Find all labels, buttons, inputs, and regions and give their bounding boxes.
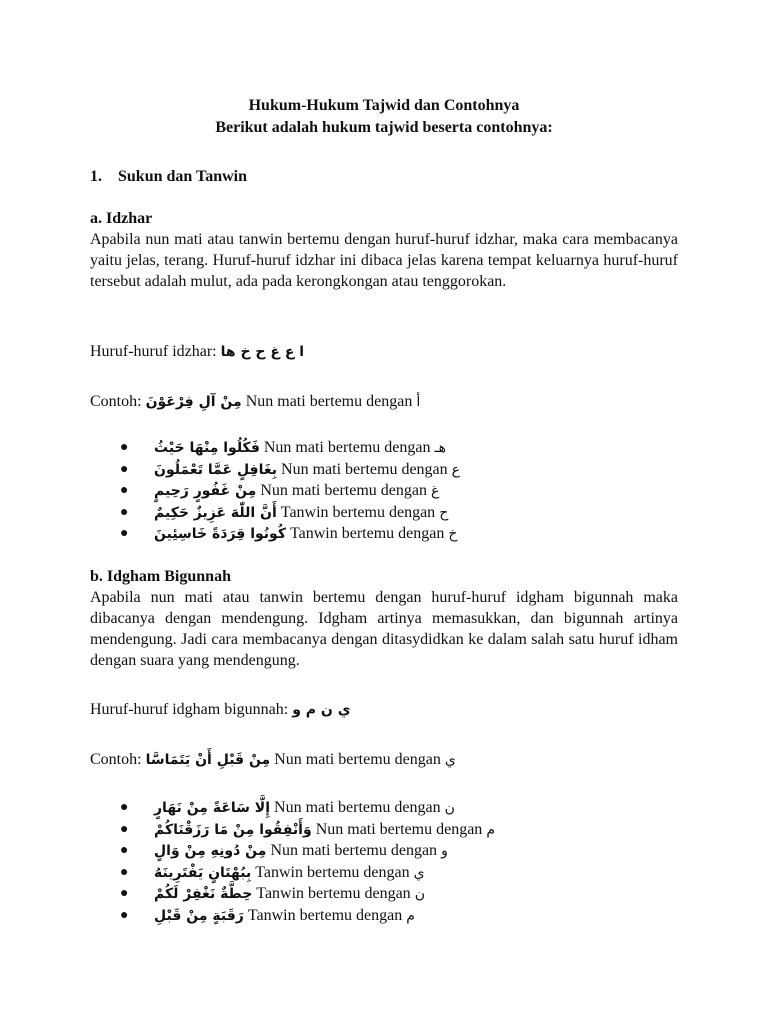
example-text: Tanwin bertemu dengan — [280, 503, 436, 521]
idgham-letters-line — [90, 699, 351, 721]
bullet-icon: ● — [120, 864, 129, 880]
idzhar-letters: ا ع غ ح خ ها — [220, 344, 305, 360]
idgham-examples-list — [120, 797, 495, 926]
example-text: Nun mati bertemu dengan — [263, 439, 431, 456]
example-text: Tanwin bertemu dengan — [289, 525, 445, 542]
example-text: Nun mati bertemu dengan — [270, 842, 438, 859]
document-title: Hukum-Hukum Tajwid dan Contohnya — [248, 97, 520, 114]
idzhar-heading: a. Idzhar — [90, 210, 153, 227]
example-text: Tanwin bertemu dengan — [255, 863, 410, 881]
example-text: Nun mati bertemu dengan — [274, 799, 441, 816]
example-text: Nun mati bertemu dengan — [260, 482, 427, 499]
bullet-icon: ● — [120, 886, 129, 901]
example-arabic: مِنْ غَفُورٍ رَحِيمٍ — [154, 483, 257, 499]
list-item — [120, 437, 460, 459]
idzhar-example-label: Contoh: — [90, 393, 142, 410]
idgham-example-arabic: مِنْ قَبْلِ أَنْ يَتَمَاسَّا — [145, 752, 271, 768]
idgham-example-text: Nun mati bertemu dengan — [274, 751, 441, 768]
list-item — [120, 905, 495, 927]
example-text: Nun mati bertemu dengan — [281, 460, 448, 478]
example-letter: خ — [448, 526, 458, 542]
example-letter: ن — [414, 886, 425, 902]
idzhar-example-arabic: مِنْ آلِ فِرْعَوْنَ — [145, 394, 242, 410]
example-arabic: وَأَنْفِقُوا مِنْ مَا رَزَقْنَاكُمْ — [154, 821, 312, 838]
list-item — [120, 523, 460, 545]
list-item — [120, 459, 460, 481]
example-letter: ع — [451, 461, 461, 478]
example-letter: و — [441, 843, 448, 859]
example-letter: م — [406, 907, 415, 924]
idzhar-example-line — [90, 391, 420, 413]
bullet-icon: ● — [120, 504, 129, 520]
bullet-icon: ● — [120, 907, 129, 923]
example-arabic: حِطَّةٌ نَغْفِرْ لَكُمْ — [154, 886, 253, 902]
idgham-letters-label: Huruf-huruf idgham bigunnah: — [90, 701, 289, 718]
idgham-example-label: Contoh: — [90, 751, 142, 768]
list-item — [120, 797, 495, 819]
idzhar-letters-line — [90, 341, 304, 363]
idzhar-letters-label: Huruf-huruf idzhar: — [90, 343, 217, 360]
bullet-icon: ● — [120, 461, 129, 477]
idgham-letters: ي ن م و — [292, 702, 351, 718]
idzhar-examples-list — [120, 437, 460, 545]
example-arabic: بِبُهْتَانٍ يَفْتَرِينَهُ — [154, 864, 252, 881]
example-letter: هـ — [434, 440, 446, 456]
example-letter: ح — [439, 504, 449, 521]
bullet-icon: ● — [120, 440, 129, 455]
bullet-icon: ● — [120, 483, 129, 498]
example-arabic: رَقَبَةٍ مِنْ قَبْلِ — [154, 907, 244, 924]
idgham-example-line — [90, 749, 456, 771]
idgham-heading: b. Idgham Bigunnah — [90, 568, 231, 585]
list-item — [120, 819, 495, 841]
idzhar-paragraph: Apabila nun mati atau tanwin bertemu dengan huruf-huruf idzhar, maka cara membacanya yaitu jelas, terang. Huruf-huruf idzhar ini dibaca jelas karena tempat keluarnya huruf-huruf tersebut adalah mulut, ada pada kerongkongan atau tenggorokan. — [90, 231, 678, 290]
example-arabic: فَكُلُوا مِنْهَا حَيْثُ — [154, 440, 260, 456]
example-letter: ن — [444, 800, 455, 816]
bullet-icon: ● — [120, 821, 129, 837]
list-item — [120, 862, 495, 884]
list-item — [120, 840, 495, 862]
section-heading: Sukun dan Tanwin — [118, 168, 247, 185]
document-subtitle: Berikut adalah hukum tajwid beserta contohnya: — [215, 119, 553, 136]
example-arabic: بِغَافِلٍ عَمَّا تَعْمَلُونَ — [154, 461, 278, 478]
example-arabic: أَنَّ اللّٰهَ عَزِيزٌ حَكِيمٌ — [154, 504, 277, 521]
list-item — [120, 480, 460, 502]
idgham-example-letter: ي — [444, 752, 456, 768]
example-letter: ي — [413, 864, 425, 881]
bullet-icon: ● — [120, 800, 129, 815]
example-arabic: إِلَّا سَاعَةً مِنْ نَهَارٍ — [154, 800, 271, 816]
idzhar-example-text: Nun mati bertemu dengan — [245, 393, 413, 410]
idgham-paragraph: Apabila nun mati atau tanwin bertemu dengan huruf-huruf idgham bigunnah maka dibacanya dengan mendengung. Idgham artinya memasukkan, dan bigunnah artinya mendengung. Jadi cara membacanya dengan ditasydidkan ke dalam salah satu huruf idham dengan suara yang mendengung. — [90, 589, 678, 669]
bullet-icon: ● — [120, 843, 129, 858]
example-arabic: كُونُوا قِرَدَةً خَاسِئِينَ — [154, 526, 286, 542]
bullet-icon: ● — [120, 526, 129, 541]
idzhar-example-letter: أ — [416, 394, 421, 410]
section-number: 1. — [90, 168, 102, 185]
example-arabic: مِنْ دُونِهِ مِنْ وَالٍ — [154, 843, 267, 859]
example-letter: غ — [430, 483, 440, 499]
example-text: Nun mati bertemu dengan — [315, 820, 483, 838]
example-text: Tanwin bertemu dengan — [256, 885, 411, 902]
list-item — [120, 502, 460, 524]
example-text: Tanwin bertemu dengan — [247, 906, 403, 924]
example-letter: م — [486, 821, 495, 838]
list-item — [120, 883, 495, 905]
